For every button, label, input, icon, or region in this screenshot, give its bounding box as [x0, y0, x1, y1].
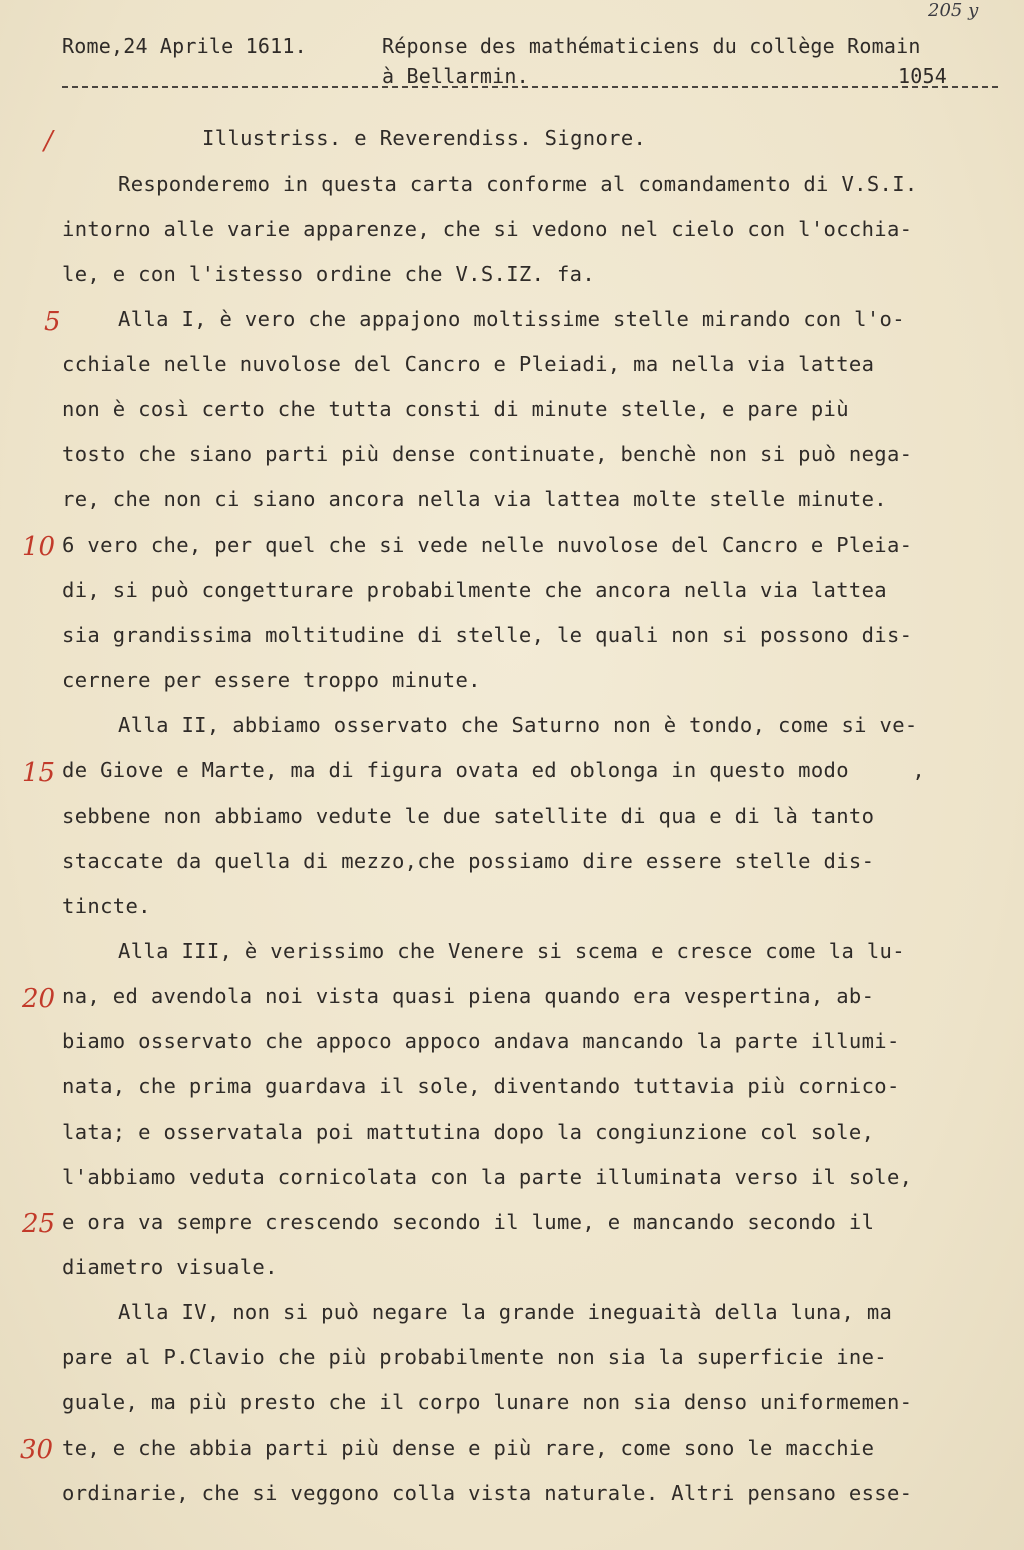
line-number-mark: 30 — [20, 1435, 54, 1465]
text-line: nata, che prima guardava il sole, diventando tuttavia più cornico- — [62, 1074, 900, 1098]
text-line: di, si può congetturare probabilmente che ancora nella via lattea — [62, 578, 887, 602]
line-number-mark: 20 — [22, 984, 56, 1014]
text-line: diametro visuale. — [62, 1255, 278, 1279]
text-line: cchiale nelle nuvolose del Cancro e Pleiadi, ma nella via lattea — [62, 352, 875, 376]
text-line: cernere per essere troppo minute. — [62, 668, 481, 692]
text-line: sebbene non abbiamo vedute le due satellite di qua e di là tanto — [62, 804, 875, 828]
text-line: biamo osservato che appoco appoco andava mancando la parte illumi- — [62, 1029, 900, 1053]
text-line: pare al P.Clavio che più probabilmente non sia la superficie ine- — [62, 1345, 887, 1369]
text-line: tincte. — [62, 894, 151, 918]
text-line: l'abbiamo veduta cornicolata con la parte illuminata verso il sole, — [62, 1165, 913, 1189]
text-line: staccate da quella di mezzo,che possiamo dire essere stelle dis- — [62, 849, 875, 873]
header-title-line1: Réponse des mathématiciens du collège Romain — [382, 34, 921, 58]
place-date: Rome,24 Aprile 1611. — [62, 34, 307, 58]
text-line: 6 vero che, per quel che si vede nelle nuvolose del Cancro e Pleia- — [62, 533, 913, 557]
document-number: 1054 — [898, 64, 947, 88]
text-line: sia grandissima moltitudine di stelle, le quali non si possono dis- — [62, 623, 913, 647]
line-number-mark: 25 — [22, 1209, 56, 1239]
text-line: non è così certo che tutta consti di minute stelle, e pare più — [62, 397, 849, 421]
text-line: guale, ma più presto che il corpo lunare non sia denso uniformemen- — [62, 1390, 913, 1414]
text-line: de Giove e Marte, ma di figura ovata ed oblonga in questo modo , — [62, 758, 926, 782]
text-line: re, che non ci siano ancora nella via lattea molte stelle minute. — [62, 487, 887, 511]
text-line: Responderemo in questa carta conforme al comandamento di V.S.I. — [118, 172, 918, 196]
text-line: Alla II, abbiamo osservato che Saturno non è tondo, come si ve- — [118, 713, 918, 737]
text-line: lata; e osservatala poi mattutina dopo la congiunzione col sole, — [62, 1120, 875, 1144]
line-number-mark: 5 — [44, 307, 61, 337]
corner-note: 205 y — [928, 0, 979, 21]
line-number-mark: / — [44, 126, 53, 156]
text-line: tosto che siano parti più dense continuate, benchè non si può nega- — [62, 442, 913, 466]
header-divider — [62, 86, 998, 88]
text-line: le, e con l'istesso ordine che V.S.IZ. fa. — [62, 262, 596, 286]
text-line: na, ed avendola noi vista quasi piena quando era vespertina, ab- — [62, 984, 875, 1008]
text-line: Alla IV, non si può negare la grande ineguaità della luna, ma — [118, 1300, 893, 1324]
line-number-mark: 15 — [22, 758, 56, 788]
text-line: intorno alle varie apparenze, che si vedono nel cielo con l'occhia- — [62, 217, 913, 241]
text-line: Alla I, è vero che appajono moltissime stelle mirando con l'o- — [118, 307, 905, 331]
text-line: e ora va sempre crescendo secondo il lume, e mancando secondo il — [62, 1210, 875, 1234]
text-line: te, e che abbia parti più dense e più rare, come sono le macchie — [62, 1436, 875, 1460]
line-number-mark: 10 — [22, 532, 56, 562]
text-line: ordinarie, che si veggono colla vista naturale. Altri pensano esse- — [62, 1481, 913, 1505]
text-line: Alla III, è verissimo che Venere si scema e cresce come la lu- — [118, 939, 905, 963]
header-title-line2: à Bellarmin. — [382, 64, 529, 88]
text-line: Illustriss. e Reverendiss. Signore. — [202, 126, 647, 150]
